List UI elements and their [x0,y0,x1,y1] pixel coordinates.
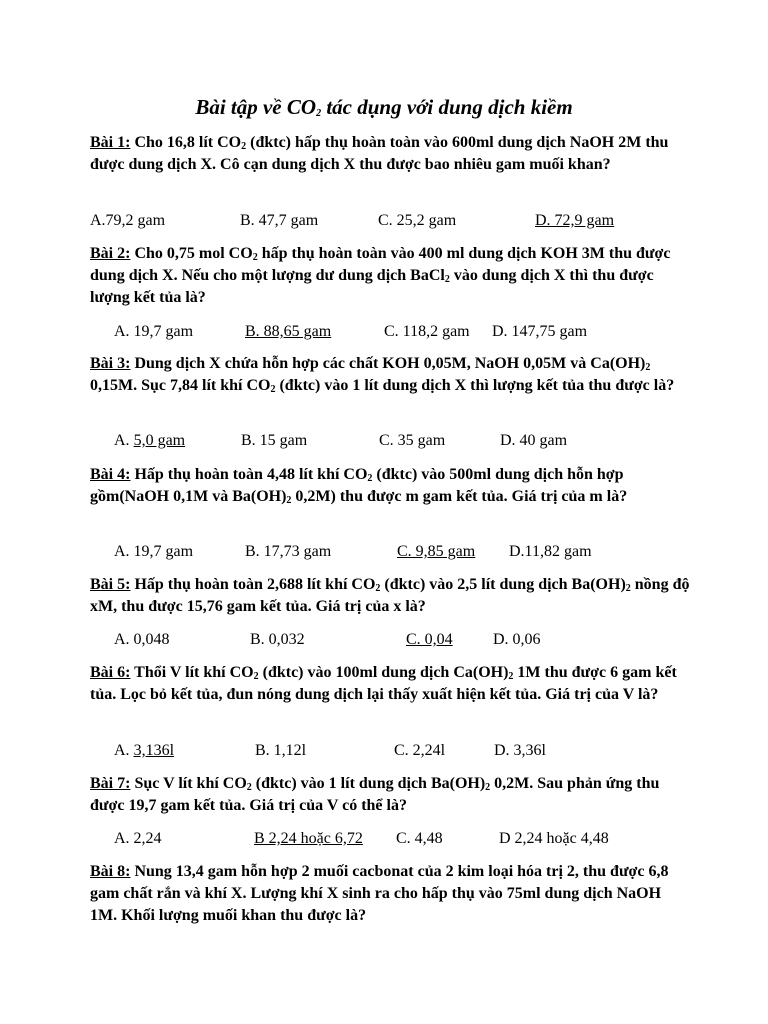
question-6-options [0,740,768,762]
question-1-text: Bài 1: Cho 16,8 lít $CO_2$ (đktc) hấp thụ hoàn toàn vào 600ml dung dịch NaOH 2M thu được dung dịch X. Cô cạn dung dịch X thu được bao nhiêu gam muối khan? [90,134,669,173]
page-title: Bài tập về $CO_2$ tác dụng với dung dịch kiềm [195,95,573,119]
option-a[interactable]: A. 3,136l [114,742,175,759]
question-4-options [0,541,768,563]
option-d[interactable]: D. 0,06 [493,631,541,648]
option-d[interactable]: D. 147,75 gam [492,323,588,340]
question-6-text: Bài 6: Thổi V lít khí $CO_2$ (đktc) vào 100ml dung dịch $Ca(OH)_2$ 1M thu được 6 gam kết tủa. Lọc bỏ kết tủa, đun nóng dung dịch lại thấy xuất hiện kết tủa. Giá trị của V là? [90,664,677,703]
question-7-options [0,828,768,850]
option-d[interactable]: D 2,24 hoặc 4,48 [499,830,609,847]
option-b[interactable]: B. 0,032 [250,631,305,648]
option-b-correct[interactable]: B. 88,65 gam [245,323,332,340]
option-b-correct[interactable]: B 2,24 hoặc 6,72 [254,830,363,847]
option-b[interactable]: B. 1,12l [255,742,307,759]
option-c[interactable]: C. 4,48 [396,830,443,847]
option-a[interactable]: A. 0,048 [114,631,170,648]
option-a[interactable]: A. 19,7 gam [114,323,194,340]
question-2-text: Bài 2: Cho 0,75 mol $CO_2$ hấp thụ hoàn toàn vào 400 ml dung dịch KOH 3M thu được dung dịch X. Nếu cho một lượng dư dung dịch BaCl$_2$ vào dung dịch X thì thu được lượng kết tủa là? [90,245,671,306]
option-a-correct: 5,0 gam [133,432,186,449]
option-c-correct[interactable]: C. 0,04 [406,631,453,648]
option-b[interactable]: B. 17,73 gam [245,543,332,560]
option-d[interactable]: D.11,82 gam [509,543,592,560]
question-label: Bài 3: [90,355,131,372]
question-label: Bài 1: [90,134,131,151]
option-a[interactable]: A.79,2 gam [90,212,166,229]
option-d-correct[interactable]: D. 72,9 gam [535,212,615,229]
question-5-options [0,629,768,651]
question-8-text: Bài 8: Nung 13,4 gam hỗn hợp 2 muối cacbonat của 2 kim loại hóa trị 2, thu được 6,8 gam chất rắn và khí X. Lượng khí X sinh ra cho hấp thụ vào 75ml dung dịch NaOH 1M. Khối lượng muối khan thu được là? [90,863,669,924]
question-label: Bài 5: [90,576,131,593]
option-a[interactable]: A. 19,7 gam [114,543,194,560]
option-b[interactable]: B. 47,7 gam [240,212,319,229]
question-label: Bài 2: [90,245,131,262]
option-d[interactable]: D. 40 gam [500,432,568,449]
question-label: Bài 6: [90,664,131,681]
option-c[interactable]: C. 35 gam [379,432,446,449]
question-label: Bài 7: [90,775,131,792]
question-label: Bài 4: [90,466,131,483]
option-a-correct: 3,136l [133,742,175,759]
option-c[interactable]: C. 118,2 gam [384,323,470,340]
question-1-options [0,210,768,232]
option-c[interactable]: C. 2,24l [394,742,446,759]
question-2-options [0,321,768,343]
option-b[interactable]: B. 15 gam [241,432,308,449]
option-a[interactable]: A. 5,0 gam [114,432,186,449]
question-label: Bài 8: [90,863,131,880]
question-3-text: Bài 3: Dung dịch X chứa hỗn hợp các chất KOH 0,05M, NaOH 0,05M và $Ca(OH)_2$ 0,15M. Sục 7,84 lít khí $CO_2$ (đktc) vào 1 lít dung dịch X thì lượng kết tủa thu được là? [90,355,675,395]
question-3-options [0,430,768,452]
option-c[interactable]: C. 25,2 gam [378,212,457,229]
option-d[interactable]: D. 3,36l [494,742,546,759]
question-7-text: Bài 7: Sục V lít khí $CO_2$ (đktc) vào 1 lít dung dịch $Ba(OH)_2$ 0,2M. Sau phản ứng thu được 19,7 gam kết tủa. Giá trị của V có thể là? [90,775,660,814]
question-5-text: Bài 5: Hấp thụ hoàn toàn 2,688 lít khí $CO_2$ (đktc) vào 2,5 lít dung dịch $Ba(OH)_2$ nồng độ xM, thu được 15,76 gam kết tủa. Giá trị của x là? [90,576,690,615]
question-4-text: Bài 4: Hấp thụ hoàn toàn 4,48 lít khí $CO_2$ (đktc) vào 500ml dung dịch hỗn hợp gồm(NaOH 0,1M và $Ba(OH)_2$ 0,2M) thu được m gam kết tủa. Giá trị của m là? [90,466,628,506]
option-a[interactable]: A. 2,24 [114,830,162,847]
option-c-correct[interactable]: C. 9,85 gam [397,543,476,560]
